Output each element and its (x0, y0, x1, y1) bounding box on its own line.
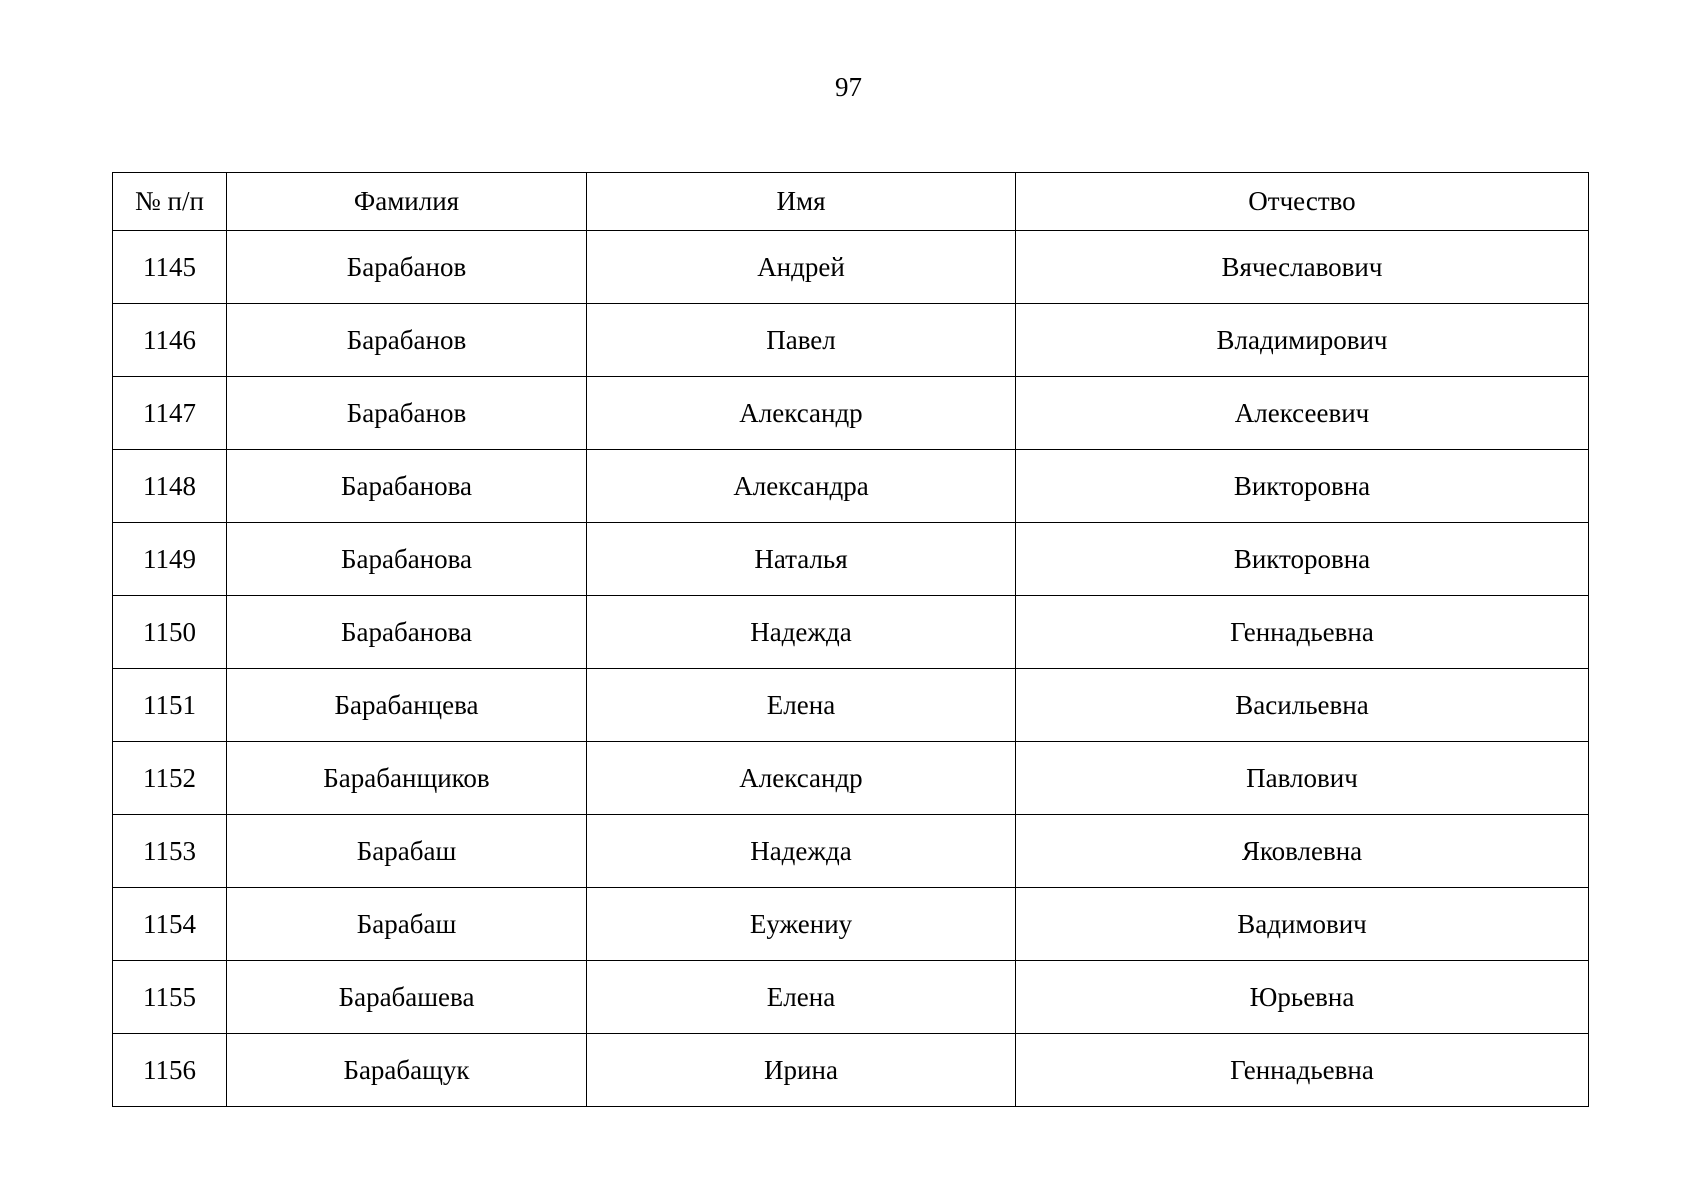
cell-surname: Барабаш (227, 888, 587, 961)
cell-number: 1151 (113, 669, 227, 742)
cell-first-name: Александра (587, 450, 1016, 523)
table-row (113, 1034, 1589, 1107)
cell-patronymic: Викторовна (1016, 523, 1589, 596)
cell-number: 1154 (113, 888, 227, 961)
table-row (113, 377, 1589, 450)
cell-patronymic: Павлович (1016, 742, 1589, 815)
cell-patronymic: Вячеславович (1016, 231, 1589, 304)
table-row (113, 742, 1589, 815)
header-patronymic: Отчество (1016, 173, 1589, 231)
table-row (113, 450, 1589, 523)
cell-number: 1156 (113, 1034, 227, 1107)
cell-surname: Барабанов (227, 377, 587, 450)
table-row (113, 815, 1589, 888)
cell-number: 1152 (113, 742, 227, 815)
cell-first-name: Александр (587, 742, 1016, 815)
cell-surname: Барабанов (227, 231, 587, 304)
cell-surname: Барабанова (227, 450, 587, 523)
cell-surname: Барабанова (227, 596, 587, 669)
cell-patronymic: Алексеевич (1016, 377, 1589, 450)
table-header (113, 173, 1589, 231)
cell-patronymic: Викторовна (1016, 450, 1589, 523)
cell-first-name: Надежда (587, 596, 1016, 669)
cell-number: 1147 (113, 377, 227, 450)
cell-first-name: Надежда (587, 815, 1016, 888)
cell-number: 1148 (113, 450, 227, 523)
table-row (113, 669, 1589, 742)
cell-first-name: Еужениу (587, 888, 1016, 961)
table-row (113, 596, 1589, 669)
cell-first-name: Ирина (587, 1034, 1016, 1107)
cell-surname: Барабанцева (227, 669, 587, 742)
cell-patronymic: Юрьевна (1016, 961, 1589, 1034)
cell-surname: Барабаш (227, 815, 587, 888)
cell-first-name: Павел (587, 304, 1016, 377)
cell-patronymic: Геннадьевна (1016, 1034, 1589, 1107)
cell-patronymic: Васильевна (1016, 669, 1589, 742)
table-row (113, 888, 1589, 961)
cell-first-name: Елена (587, 669, 1016, 742)
table-row (113, 523, 1589, 596)
cell-first-name: Елена (587, 961, 1016, 1034)
cell-surname: Барабанова (227, 523, 587, 596)
cell-number: 1146 (113, 304, 227, 377)
cell-patronymic: Яковлевна (1016, 815, 1589, 888)
table-row (113, 961, 1589, 1034)
cell-surname: Барабанщиков (227, 742, 587, 815)
cell-patronymic: Геннадьевна (1016, 596, 1589, 669)
cell-patronymic: Вадимович (1016, 888, 1589, 961)
page-number: 97 (835, 72, 862, 102)
cell-first-name: Андрей (587, 231, 1016, 304)
cell-surname: Барабащук (227, 1034, 587, 1107)
header-row (113, 173, 1589, 231)
cell-number: 1155 (113, 961, 227, 1034)
cell-number: 1153 (113, 815, 227, 888)
table-row (113, 231, 1589, 304)
cell-number: 1145 (113, 231, 227, 304)
cell-number: 1150 (113, 596, 227, 669)
table-body (113, 231, 1589, 1107)
cell-patronymic: Владимирович (1016, 304, 1589, 377)
names-table (112, 172, 1589, 1107)
header-first-name: Имя (587, 173, 1016, 231)
cell-surname: Барабанов (227, 304, 587, 377)
table-row (113, 304, 1589, 377)
cell-number: 1149 (113, 523, 227, 596)
header-surname: Фамилия (227, 173, 587, 231)
cell-first-name: Александр (587, 377, 1016, 450)
cell-first-name: Наталья (587, 523, 1016, 596)
header-number: № п/п (113, 173, 227, 231)
cell-surname: Барабашева (227, 961, 587, 1034)
